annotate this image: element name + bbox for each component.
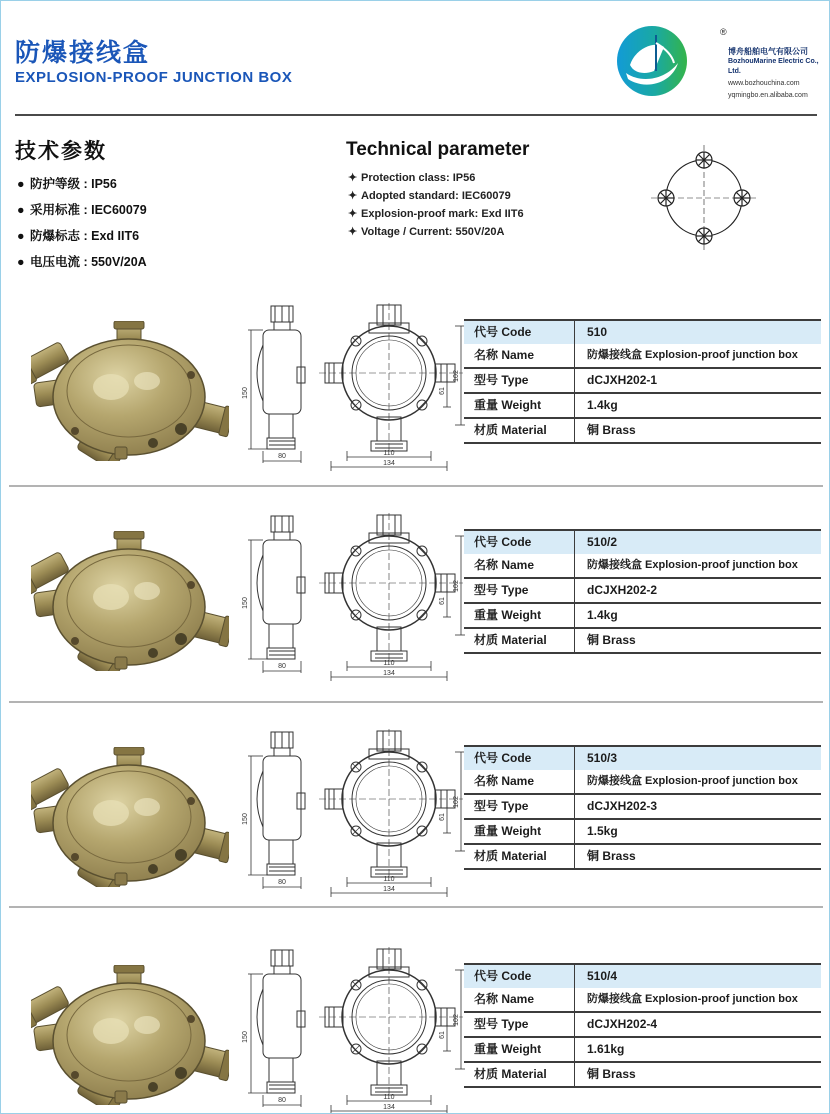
table-row-material (464, 1063, 821, 1088)
marine-sail-globe-icon (616, 25, 688, 97)
tech-param-item: ✦ Explosion-proof mark: Exd IIT6 (348, 205, 524, 223)
table-row-weight (464, 1038, 821, 1063)
row-label-code: 代号 Code (464, 747, 575, 770)
spec-table (464, 963, 821, 1088)
bullet-icon: ● (17, 203, 25, 217)
front-view-drawing (317, 301, 469, 473)
table-row-weight (464, 820, 821, 845)
tech-params-heading-en: Technical parameter (346, 139, 530, 160)
dim-side-width: 80 (278, 1097, 286, 1104)
row-value-material: 铜 Brass (587, 1067, 636, 1081)
row-value-type: dCJXH202-2 (587, 583, 658, 597)
page-title-zh: 防爆接线盒 (15, 39, 151, 67)
tech-param-item: ✦ Adopted standard: IEC60079 (348, 187, 524, 205)
front-view-drawing (317, 727, 469, 899)
side-view-drawing (241, 945, 319, 1113)
screw-icon (696, 228, 712, 244)
dim-side-width: 80 (278, 879, 286, 886)
screw-icon (658, 190, 674, 206)
product-section-510-2 (1, 509, 830, 689)
table-row-code (464, 321, 821, 344)
tech-param-item: ● 电压电流 : 550V/20A (17, 249, 147, 275)
bullet-icon: ● (17, 255, 25, 269)
row-value-name: 防爆接线盒 Explosion-proof junction box (587, 559, 798, 571)
top-view-diagram (639, 143, 769, 253)
dim-front-right-inner: 61 (439, 597, 446, 605)
row-label-material: 材质 Material (464, 1063, 575, 1086)
row-label-name: 名称 Name (464, 988, 575, 1011)
tech-param-item: ✦ Voltage / Current: 550V/20A (348, 223, 524, 241)
row-value-name: 防爆接线盒 Explosion-proof junction box (587, 993, 798, 1005)
dim-side-height: 150 (242, 813, 249, 825)
row-value-material: 铜 Brass (587, 633, 636, 647)
dim-front-outer-width: 134 (383, 886, 395, 893)
star-bullet-icon: ✦ (348, 190, 358, 202)
screw-icon (734, 190, 750, 206)
row-value-weight: 1.4kg (587, 398, 618, 412)
table-row-weight (464, 604, 821, 629)
header-divider (15, 114, 817, 116)
dim-front-inner-width: 110 (383, 876, 395, 883)
row-label-code: 代号 Code (464, 531, 575, 554)
table-row-type (464, 1013, 821, 1038)
row-label-weight: 重量 Weight (464, 604, 575, 627)
dim-front-right-inner: 61 (439, 813, 446, 821)
section-divider (9, 701, 823, 703)
row-value-type: dCJXH202-4 (587, 1017, 658, 1031)
product-photo (31, 747, 229, 887)
row-value-code: 510/2 (587, 535, 618, 549)
row-value-name: 防爆接线盒 Explosion-proof junction box (587, 775, 798, 787)
dim-front-inner-width: 110 (383, 1094, 395, 1101)
row-label-name: 名称 Name (464, 344, 575, 367)
dim-front-outer-width: 134 (383, 670, 395, 677)
side-view-drawing (241, 727, 319, 895)
dim-front-outer-width: 134 (383, 460, 395, 467)
row-value-weight: 1.61kg (587, 1042, 625, 1056)
tech-params-heading-zh: 技术参数 (15, 140, 107, 163)
table-row-name (464, 554, 821, 579)
dim-front-right-outer: 102 (453, 370, 460, 382)
spec-table (464, 319, 821, 444)
table-row-material (464, 419, 821, 444)
company-website-1: www.bozhouchina.com (728, 80, 800, 87)
row-value-weight: 1.4kg (587, 608, 618, 622)
dim-side-width: 80 (278, 453, 286, 460)
table-row-code (464, 965, 821, 988)
row-label-weight: 重量 Weight (464, 1038, 575, 1061)
tech-param-item: ● 采用标准 : IEC60079 (17, 197, 147, 223)
side-view-drawing (241, 301, 319, 469)
dim-side-height: 150 (242, 1031, 249, 1043)
row-label-code: 代号 Code (464, 965, 575, 988)
dim-front-right-outer: 102 (453, 1014, 460, 1026)
side-view-drawing (241, 511, 319, 679)
table-row-code (464, 531, 821, 554)
dim-front-right-outer: 102 (453, 796, 460, 808)
dim-front-right-inner: 61 (439, 1031, 446, 1039)
dim-side-height: 150 (242, 597, 249, 609)
bullet-icon: ● (17, 177, 25, 191)
table-row-material (464, 845, 821, 870)
row-label-type: 型号 Type (464, 795, 575, 818)
table-row-name (464, 770, 821, 795)
row-label-type: 型号 Type (464, 579, 575, 602)
page-title-en: EXPLOSION-PROOF JUNCTION BOX (15, 69, 293, 86)
product-photo (31, 531, 229, 671)
registered-trademark: ® (720, 27, 727, 37)
row-value-code: 510/4 (587, 969, 618, 983)
tech-param-item: ● 防护等级 : IP56 (17, 171, 147, 197)
tech-param-item: ● 防爆标志 : Exd IIT6 (17, 223, 147, 249)
section-divider (9, 906, 823, 908)
row-label-name: 名称 Name (464, 770, 575, 793)
dim-front-right-outer: 102 (453, 580, 460, 592)
star-bullet-icon: ✦ (348, 172, 358, 184)
row-label-type: 型号 Type (464, 369, 575, 392)
bullet-icon: ● (17, 229, 25, 243)
screw-icon (696, 152, 712, 168)
dim-front-outer-width: 134 (383, 1104, 395, 1111)
row-value-weight: 1.5kg (587, 824, 618, 838)
row-value-type: dCJXH202-1 (587, 373, 658, 387)
tech-param-item: ✦ Protection class: IP56 (348, 169, 524, 187)
row-label-material: 材质 Material (464, 629, 575, 652)
section-divider (9, 485, 823, 487)
product-section-510-4 (1, 943, 830, 1114)
table-row-name (464, 988, 821, 1013)
spec-table (464, 745, 821, 870)
company-name-en: BozhouMarine Electric Co., Ltd. (728, 58, 819, 75)
row-label-weight: 重量 Weight (464, 394, 575, 417)
dim-front-right-inner: 61 (439, 387, 446, 395)
row-value-type: dCJXH202-3 (587, 799, 658, 813)
table-row-weight (464, 394, 821, 419)
product-photo (31, 321, 229, 461)
company-name-zh: 博舟船舶电气有限公司 (728, 47, 808, 56)
row-label-weight: 重量 Weight (464, 820, 575, 843)
front-view-drawing (317, 511, 469, 683)
dim-front-inner-width: 110 (383, 660, 395, 667)
table-row-material (464, 629, 821, 654)
row-value-material: 铜 Brass (587, 849, 636, 863)
star-bullet-icon: ✦ (348, 208, 358, 220)
tech-params-list-zh (17, 171, 147, 275)
table-row-type (464, 795, 821, 820)
table-row-type (464, 579, 821, 604)
table-row-type (464, 369, 821, 394)
company-info (728, 47, 828, 101)
row-value-name: 防爆接线盒 Explosion-proof junction box (587, 349, 798, 361)
row-value-code: 510 (587, 325, 608, 339)
table-row-code (464, 747, 821, 770)
row-label-name: 名称 Name (464, 554, 575, 577)
dim-side-height: 150 (242, 387, 249, 399)
company-website-2: yqmingbo.en.alibaba.com (728, 92, 808, 99)
row-label-type: 型号 Type (464, 1013, 575, 1036)
row-label-material: 材质 Material (464, 845, 575, 868)
spec-table (464, 529, 821, 654)
dim-front-inner-width: 110 (383, 450, 395, 457)
star-bullet-icon: ✦ (348, 226, 358, 238)
tech-params-list-en (348, 169, 524, 241)
product-photo (31, 965, 229, 1105)
row-label-material: 材质 Material (464, 419, 575, 442)
company-logo (616, 25, 821, 111)
row-value-code: 510/3 (587, 751, 618, 765)
table-row-name (464, 344, 821, 369)
row-value-material: 铜 Brass (587, 423, 636, 437)
product-section-510-3 (1, 725, 830, 905)
dim-side-width: 80 (278, 663, 286, 670)
row-label-code: 代号 Code (464, 321, 575, 344)
product-section-510 (1, 299, 830, 479)
front-view-drawing (317, 945, 469, 1114)
